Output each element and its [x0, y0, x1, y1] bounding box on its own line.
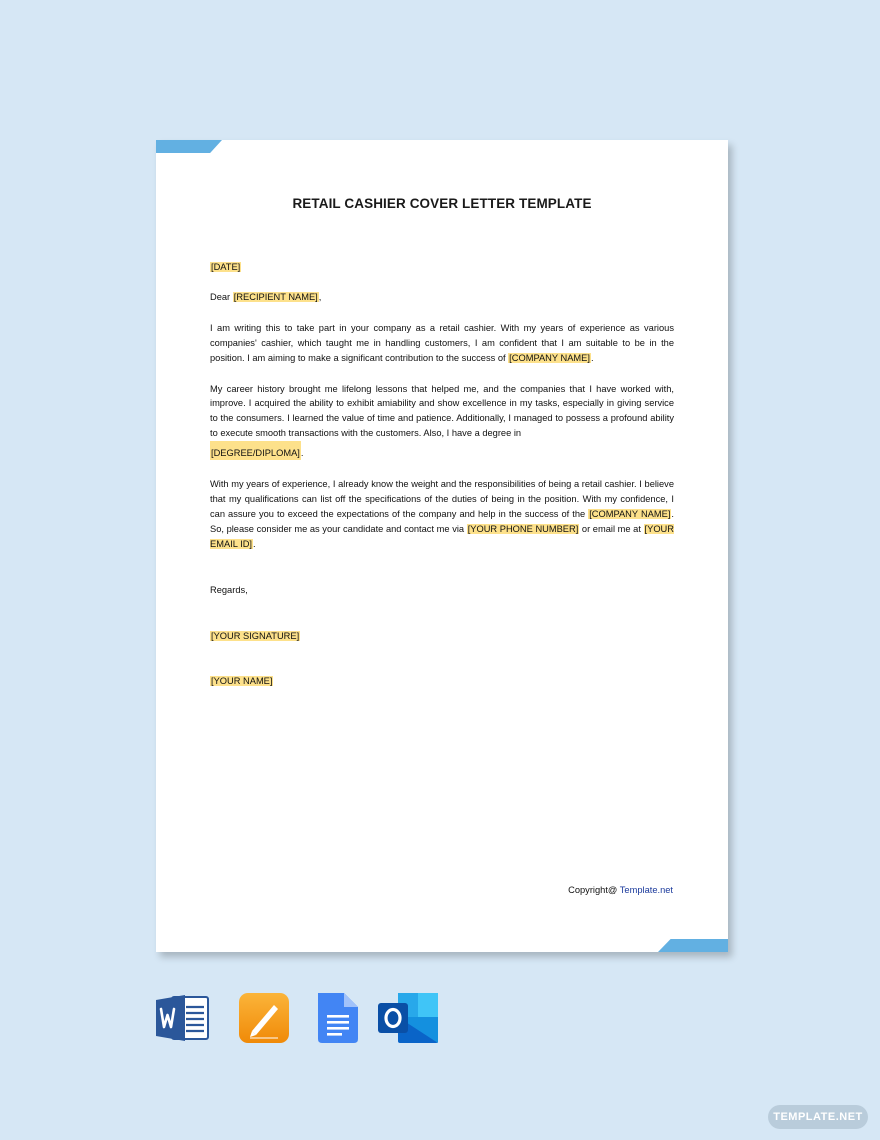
company-placeholder: [COMPANY NAME]	[509, 352, 590, 363]
document-page	[156, 140, 728, 952]
paragraph-2: My career history brought me lifelong lessons that helped me, and the companies that I have worked with, improve. I acquired the ability to exhibit amiability and show excellence in my tasks, especially in giving service to the consumers. I learned the value of time and patience. Additionally, I managed to possess a profound ability to execute smooth transactions with the customers. Also, I have a degree in [DEGREE/DIPLOMA].	[210, 383, 674, 459]
degree-placeholder: [DEGREE/DIPLOMA]	[210, 441, 301, 460]
signature-placeholder: [YOUR SIGNATURE]	[211, 630, 300, 641]
word-icon[interactable]	[156, 993, 210, 1043]
name-placeholder: [YOUR NAME]	[211, 676, 273, 687]
copyright-link[interactable]: Template.net	[619, 885, 673, 895]
recipient-placeholder: [RECIPIENT NAME]	[233, 291, 318, 302]
closing: Regards,	[210, 584, 248, 595]
company-placeholder-2: [COMPANY NAME]	[589, 508, 671, 519]
paragraph-3: With my years of experience, I already know the weight and the responsibilities of being a retail cashier. I believe that my qualifications can list off the specifications of the duties of being in the position. With my confidence, I can assure you to exceed the expectations of the company and help in the success of the [COMPANY NAME]. So, please consider me as your candidate and contact me via [YOUR PHONE NUMBER] or email me at [YOUR EMAIL ID].	[210, 479, 675, 549]
letter-body	[210, 260, 674, 689]
document-title: RETAIL CASHIER COVER LETTER TEMPLATE	[292, 196, 592, 211]
signature-line	[210, 629, 674, 644]
copyright-line: Copyright@ Template.net	[568, 885, 673, 895]
name-line	[210, 674, 674, 689]
email-placeholder: [YOUR EMAIL ID]	[210, 523, 674, 549]
template-net-watermark: TEMPLATE.NET	[768, 1105, 868, 1129]
outlook-icon[interactable]	[378, 993, 432, 1043]
paragraph-1: I am writing this to take part in your company as a retail cashier. With my years of experience as various companies' cashier, which taught me in handling customers, I am confident that I am suitable to be in the position. I am aiming to make a significant contribution to the success of [COMPANY NAME].	[210, 322, 674, 363]
corner-accent-top-left	[156, 140, 222, 153]
pages-icon[interactable]	[238, 993, 292, 1043]
phone-placeholder: [YOUR PHONE NUMBER]	[467, 523, 579, 534]
date-placeholder: [DATE]	[211, 262, 241, 272]
date-line	[210, 260, 674, 275]
google-docs-icon[interactable]	[312, 993, 366, 1043]
salutation: Dear [RECIPIENT NAME],	[210, 291, 322, 302]
corner-accent-bottom-right	[658, 939, 728, 952]
